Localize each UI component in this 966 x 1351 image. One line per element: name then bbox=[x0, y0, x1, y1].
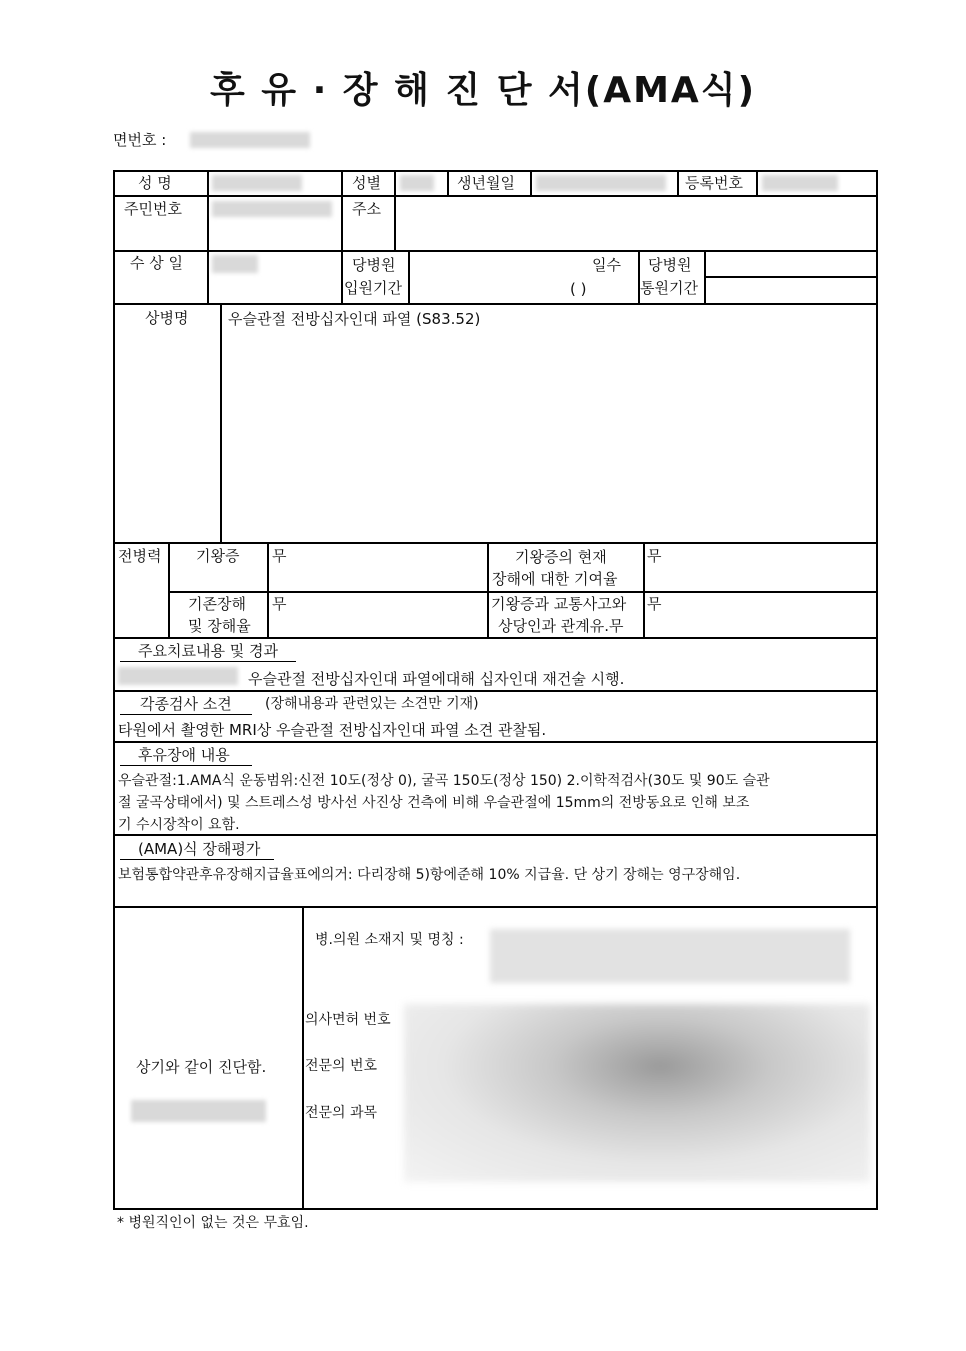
row-divider bbox=[705, 276, 878, 278]
row-divider bbox=[113, 542, 878, 544]
contribution-label-2: 장해에 대한 기여율 bbox=[492, 570, 618, 588]
treatment-redacted bbox=[118, 667, 238, 685]
contribution-value: 무 bbox=[647, 547, 662, 565]
sequela-text-line-1: 우슬관절:1.AMA식 운동범위:신전 10도(정상 0), 굴곡 150도(정상 150) 2.이학적검사(30도 및 90도 슬관 bbox=[118, 773, 770, 789]
hospital-redacted bbox=[490, 929, 850, 983]
col-divider bbox=[394, 170, 396, 252]
row-divider bbox=[113, 834, 878, 836]
causation-label-1: 기왕증과 교통사고와 bbox=[491, 595, 627, 613]
registration-redacted bbox=[762, 175, 838, 191]
prior-condition-value: 무 bbox=[272, 547, 287, 565]
col-divider bbox=[207, 170, 209, 252]
col-divider bbox=[487, 542, 489, 639]
outpatient-label-2: 통원기간 bbox=[640, 279, 698, 297]
document-title: 후 유 · 장 해 진 단 서(AMA식) bbox=[209, 70, 757, 111]
specialist-number-label: 전문의 번호 bbox=[305, 1058, 378, 1074]
hospital-seal-redacted bbox=[404, 1004, 870, 1182]
treatment-text: 우슬관절 전방십자인대 파열에대해 십자인대 재건술 시행. bbox=[248, 670, 625, 688]
history-label: 전병력 bbox=[118, 547, 162, 565]
evaluation-heading: (AMA)식 장해평가 bbox=[120, 840, 274, 860]
col-divider bbox=[168, 542, 170, 639]
contribution-label-1: 기왕증의 현재 bbox=[515, 548, 607, 566]
injury-date-redacted bbox=[212, 255, 258, 273]
col-divider bbox=[267, 542, 269, 639]
sex-label: 성별 bbox=[352, 174, 381, 192]
footer-note: * 병원직인이 없는 것은 무효임. bbox=[117, 1215, 309, 1231]
col-divider bbox=[643, 542, 645, 639]
birth-date-redacted bbox=[536, 175, 666, 191]
col-divider bbox=[341, 170, 343, 305]
row-divider bbox=[113, 250, 878, 252]
col-divider bbox=[408, 250, 410, 305]
sequela-text-line-3: 기 수시장착이 요함. bbox=[118, 817, 240, 833]
diagnosis-value: 우슬관절 전방십자인대 파열 (S83.52) bbox=[228, 310, 481, 328]
hospital-label: 병.의원 소재지 및 명칭 : bbox=[315, 932, 464, 948]
birth-date-label: 생년월일 bbox=[457, 174, 515, 192]
injury-date-label: 수 상 일 bbox=[130, 254, 184, 272]
col-divider bbox=[530, 170, 532, 196]
license-number-redacted bbox=[190, 132, 310, 148]
col-divider bbox=[220, 303, 222, 544]
outpatient-label-1: 당병원 bbox=[648, 256, 692, 274]
existing-disability-value: 무 bbox=[272, 595, 287, 613]
existing-disability-label-2: 및 장해율 bbox=[188, 617, 251, 635]
col-divider bbox=[302, 906, 304, 1210]
sequela-heading: 후유장애 내용 bbox=[120, 746, 252, 766]
sex-redacted bbox=[400, 175, 434, 191]
exams-note: (장해내용과 관련있는 소견만 기재) bbox=[265, 696, 479, 712]
col-divider bbox=[756, 170, 758, 196]
row-divider bbox=[113, 637, 878, 639]
treatment-heading: 주요치료내용 및 경과 bbox=[120, 642, 296, 662]
name-label: 성 명 bbox=[138, 174, 172, 192]
causation-value: 무 bbox=[647, 595, 662, 613]
registration-label: 등록번호 bbox=[685, 174, 743, 192]
col-divider bbox=[677, 170, 679, 196]
row-divider bbox=[113, 741, 878, 743]
days-label: 일수 bbox=[592, 256, 621, 274]
days-parenthesis: ( ) bbox=[570, 280, 587, 298]
diagnosis-statement: 상기와 같이 진단함. bbox=[136, 1058, 267, 1076]
col-divider bbox=[447, 170, 449, 196]
rrn-redacted bbox=[212, 201, 332, 217]
address-label: 주소 bbox=[352, 200, 381, 218]
col-divider bbox=[704, 250, 706, 305]
date-redacted bbox=[131, 1100, 266, 1122]
existing-disability-label-1: 기존장해 bbox=[188, 595, 246, 613]
sequela-text-line-2: 절 굴곡상태에서) 및 스트레스성 방사선 사진상 건측에 비해 우슬관절에 15mm의 전방동요로 인해 보조 bbox=[118, 795, 750, 811]
row-divider bbox=[168, 591, 878, 593]
row-divider bbox=[113, 195, 878, 197]
license-number-label: 면번호 : bbox=[113, 131, 167, 149]
rrn-label: 주민번호 bbox=[124, 200, 182, 218]
name-redacted bbox=[212, 175, 302, 191]
row-divider bbox=[113, 690, 878, 692]
specialty-label: 전문의 과목 bbox=[305, 1105, 378, 1121]
row-divider bbox=[113, 303, 878, 305]
doctor-license-label: 의사면허 번호 bbox=[305, 1012, 391, 1028]
prior-condition-label: 기왕증 bbox=[196, 547, 240, 565]
admission-label-2: 입원기간 bbox=[344, 279, 402, 297]
causation-label-2: 상당인과 관계유.무 bbox=[498, 617, 624, 635]
admission-label-1: 당병원 bbox=[352, 256, 396, 274]
exams-text: 타원에서 촬영한 MRI상 우슬관절 전방십자인대 파열 소견 관찰됨. bbox=[118, 721, 547, 739]
evaluation-text: 보험통합약관후유장해지급율표에의거: 다리장해 5)항에준해 10% 지급율. 단 상기 장해는 영구장해임. bbox=[118, 867, 741, 883]
row-divider bbox=[113, 906, 878, 908]
diagnosis-label: 상병명 bbox=[145, 309, 189, 327]
exams-heading: 각종검사 소견 bbox=[120, 695, 252, 715]
col-divider bbox=[207, 250, 209, 305]
